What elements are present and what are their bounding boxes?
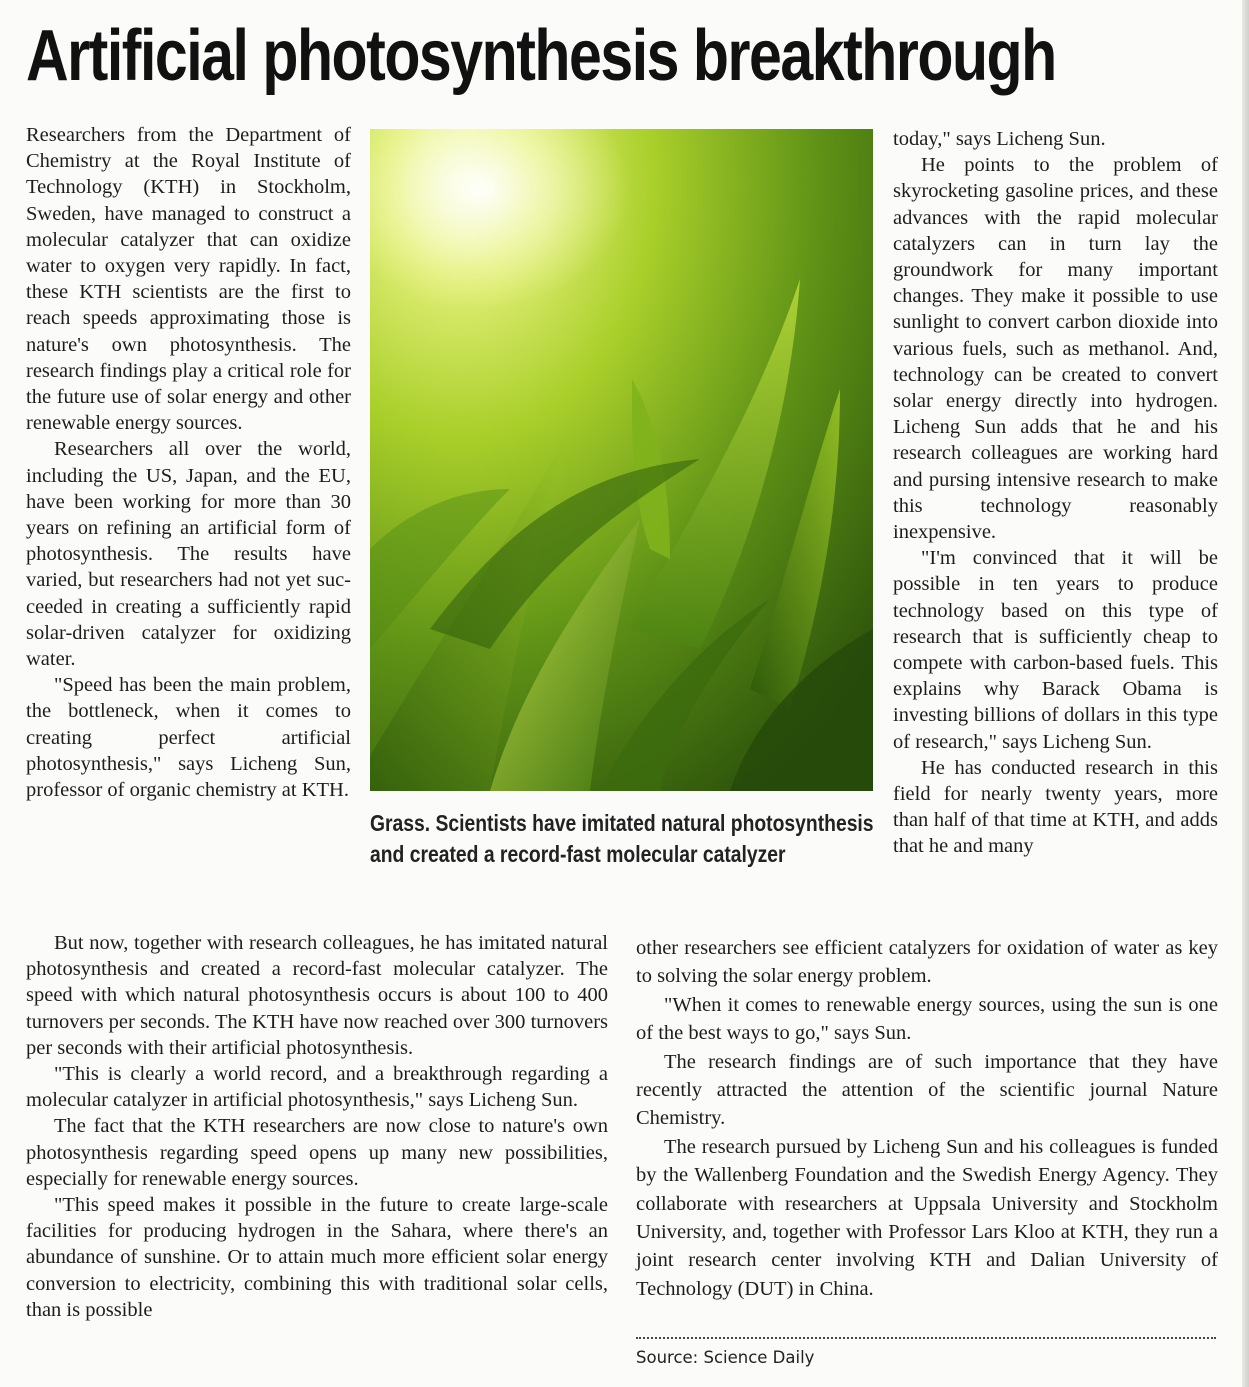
paragraph: other researchers see efficient catalyzers for oxidation of water as key to solving the solar energy problem. (636, 937, 1218, 988)
paragraph: Researchers from the Department of Chemistry at the Royal Institute of Technology (KTH) in Stockholm, Sweden, have managed to construct a molecular catalyzer that can oxidize water to oxygen very rapidly. In fact, these KTH scientists are the first to reach speeds approximating those is nature's own photosynthesis. The research findings play a critical role for the future use of solar energy and other renewable energy sources. (26, 124, 351, 435)
page-edge (1242, 0, 1249, 1387)
paragraph: The research findings are of such importance that they have recently attracted the attention of the scientific journal Nature Chemistry. (636, 1050, 1218, 1130)
paragraph: "Speed has been the main problem, the bottleneck, when it comes to creating perfect artificial photosynthesis," says Licheng Sun, professor of organic chemistry at KTH. (26, 674, 351, 802)
paragraph: He points to the problem of skyrocketing gasoline prices, and these advances with the rapid molecular catalyzers can in turn lay the groundwork for many important changes. They make it possible to use sunlight to convert carbon dioxide into various fuels, such as methanol. And, technology can be created to convert solar energy directly into hydrogen. Licheng Sun adds that he and his research colleagues are working hard and pursing intensive research to make this technology reasonably inexpensive. (893, 154, 1218, 544)
source-credit: Source: Science Daily (636, 1348, 815, 1367)
article-title: Artificial photosynthesis breakthrough (26, 16, 1056, 96)
photo-caption: Grass. Scientists have imitated natural photosynthesis and created a record-fast molecular catalyzer (370, 810, 874, 867)
dotted-divider (636, 1337, 1216, 1339)
paragraph: "This is clearly a world record, and a breakthrough regarding a molecular catalyzer in artificial photosynthesis," says Licheng Sun. (26, 1063, 608, 1112)
paragraph: "This speed makes it possible in the future to create large-scale facilities for producing hydrogen in the Sahara, where there's an abundance of sunshine. Or to attain much more efficient solar energy conversion to electricity, combining this with traditional solar cells, than is possible (26, 1194, 608, 1321)
column-lower-left (26, 930, 608, 1323)
paragraph: But now, together with research colleagues, he has imitated natural photosynthesis and created a record-fast molecular catalyzer. The speed with which natural photosynthesis occurs is about 100 to 400 turnovers per seconds. The KTH have now reached over 300 turnovers per seconds with their artificial photosynthesis. (26, 932, 608, 1059)
paragraph: He has conducted research in this field for nearly twenty years, more than half of that time at KTH, and adds that he and many (893, 756, 1218, 858)
column-left (26, 122, 351, 803)
paragraph: "When it comes to renewable energy sources, using the sun is one of the best ways to go," says Sun. (636, 993, 1218, 1045)
paragraph: today," says Licheng Sun. (893, 128, 1106, 150)
paragraph: "I'm convinced that it will be possible in ten years to produce technology based on this type of research that is sufficiently cheap to compete with carbon-based fuels. This explains why Barack Obama is investing billions of dollars in this type of research," says Licheng Sun. (893, 547, 1218, 753)
grass-photo (370, 129, 873, 791)
column-right (893, 126, 1218, 860)
paragraph: The research pursued by Licheng Sun and his colleagues is funded by the Wallenberg Foundation and the Swedish Energy Agency. They collaborate with researchers at Uppsala University and Stockholm University, and, together with Professor Lars Kloo at KTH, they run a joint research center involving KTH and Dalian University of Technology (DUT) in China. (636, 1135, 1218, 1300)
column-lower-right (636, 934, 1218, 1303)
paragraph: The fact that the KTH researchers are now close to nature's own photosynthesis regarding speed opens up many new possibilities, especially for renewable energy sources. (26, 1115, 608, 1190)
paragraph: Researchers all over the world, including the US, Japan, and the EU, have been working for more than 30 years on refining an artificial form of photosynthesis. The results have varied, but researchers had not yet succeeded in creating a sufficiently rapid solar-driven catalyzer for oxidizing water. (26, 438, 351, 671)
